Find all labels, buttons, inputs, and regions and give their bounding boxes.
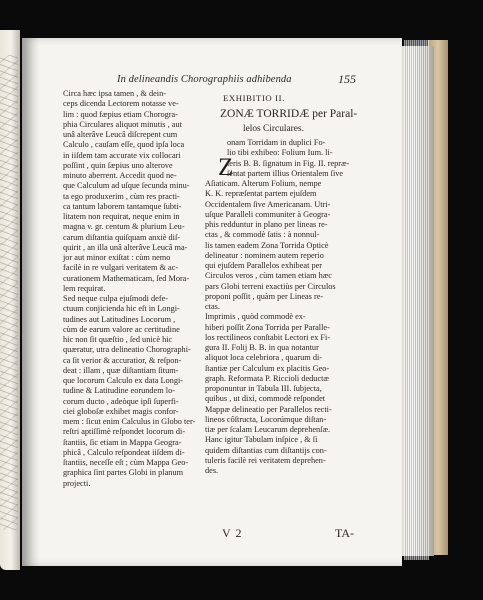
text-line: lem requirat. bbox=[63, 283, 106, 293]
text-line: proponi poſſit , quàm per Lineas re- bbox=[205, 291, 324, 301]
text-line: litatem non requirat, neque enim in bbox=[63, 212, 180, 221]
text-line: phicâ , Calculo reſpondeat iiſdem di- bbox=[63, 447, 185, 457]
text-line: Imprimis , quòd commodè ex- bbox=[205, 312, 306, 322]
text-line: ſtantiis, ſic etiam in Mappa Geogra- bbox=[63, 437, 182, 447]
right-text-column bbox=[205, 138, 355, 476]
text-line: reſtri aptiſſimè reſpondet locorum di- bbox=[63, 427, 186, 437]
text-line: graphica ſint partes Globi in planum bbox=[63, 468, 184, 478]
text-line: curationem Mathematicam, ſed Mora- bbox=[63, 273, 190, 283]
text-line: aliquot loca celebriora , quarum di- bbox=[205, 353, 323, 363]
drop-capital: Z bbox=[218, 154, 234, 181]
text-line: ciei globoſæ exhibet magis confor- bbox=[63, 406, 179, 416]
catchword: TA- bbox=[335, 526, 355, 540]
text-line: poſſint , quin ſæpius uno alterove bbox=[63, 160, 173, 170]
text-line: unâ alterâve Leucâ diſcrepent cum bbox=[63, 130, 178, 139]
text-line: ca ſit verior & accuratior, & reſpon- bbox=[63, 355, 182, 365]
text-line: phis redduntur in plano per lineas re- bbox=[205, 220, 328, 229]
text-line: jor aut minor exiſtat : cùm nemo bbox=[63, 253, 171, 262]
text-line: Circulos veros , cùm tamen etiam hæc bbox=[205, 271, 332, 281]
text-line: projecti. bbox=[63, 478, 91, 488]
text-line: que Calculum ad uſque ſecunda minu- bbox=[63, 181, 190, 191]
text-line: quidem diſtantias cum diſtantijs con- bbox=[205, 445, 327, 455]
text-line: mem : ſicut enim Calculus in Globo ter- bbox=[63, 417, 196, 426]
text-line: deat : illam , quæ diſtantiam ſitum- bbox=[63, 365, 179, 375]
page-number: 155 bbox=[338, 72, 356, 86]
text-line: ctas. bbox=[205, 302, 220, 311]
text-line: ca tantum laborem tantamque ſubti- bbox=[63, 201, 182, 211]
text-line: des. bbox=[205, 466, 219, 475]
left-text-column bbox=[63, 89, 213, 489]
text-line: onam Torridam in duplici Fo- bbox=[227, 138, 326, 147]
text-line: magna v. gr. centum & plurium Leu- bbox=[63, 222, 185, 232]
text-line: in iiſdem tam accurate vix collocari bbox=[63, 150, 181, 160]
text-line: Mappæ delineatio per Parallelos recti- bbox=[205, 404, 332, 414]
text-line: qui ejuſdem Parallelos exhibeat per bbox=[205, 261, 323, 270]
text-line: ctuum conjicienda hic eſt in Longi- bbox=[63, 304, 180, 314]
text-line: lineos côſtructa, Locorúmque diſtan- bbox=[205, 414, 327, 424]
text-line: graph. Reformata P. Riccioli deductæ bbox=[205, 373, 329, 383]
text-line: hiberi poſſit Zona Torrida per Paralle- bbox=[205, 322, 330, 332]
exhibitio-label: EXHIBITIO II. bbox=[223, 93, 285, 103]
text-line: delineatur : nominem autem reperio bbox=[205, 250, 324, 260]
text-line: quirit , an illa unâ alterâve Leucâ ma- bbox=[63, 242, 188, 252]
text-line: ſentat partem illius Orientalem ſive bbox=[227, 168, 344, 178]
section-subheading: lelos Circulares. bbox=[243, 124, 304, 134]
text-line: Circa hæc ipsa tamen , & dein- bbox=[63, 89, 166, 98]
text-line: quibus , ut dixi, commodè reſpondet bbox=[205, 394, 326, 404]
text-line: Sed neque culpa ejuſmodi defe- bbox=[63, 294, 169, 303]
facing-page-map-fragment bbox=[0, 55, 18, 530]
text-line: tudines aut Latitudines Locorum , bbox=[63, 314, 176, 324]
text-line: Occidentalem ſive Americanam. Utri- bbox=[205, 199, 331, 209]
text-line: Hanc igitur Tabulam inſpice , & ſi bbox=[205, 435, 318, 445]
section-heading: ZONÆ TORRIDÆ per Paral- bbox=[220, 108, 358, 120]
text-line: cùm de earum valore ac certitudine bbox=[63, 324, 180, 334]
text-line: ſtantiis, neceſſe eſt ; cùm Mappa Geo- bbox=[63, 458, 189, 467]
text-line: pars Globi terreni exactiùs per Circulos bbox=[205, 281, 336, 291]
text-line: proponuntur in Tabula III. ſubjecta, bbox=[205, 384, 322, 393]
text-line: gura II. Folij B. B. in qua notantur bbox=[205, 343, 319, 352]
text-line: carum diſtantia quiſquam anxiè diſ- bbox=[63, 232, 181, 242]
text-line: lim : quod fæpius etiam Chorogra- bbox=[63, 109, 178, 119]
text-line: phia Circulares aliquot minutis , aut bbox=[63, 119, 182, 129]
text-line: los rectilineos conſtabit Lectori ex Fi- bbox=[205, 332, 331, 342]
text-line: Aſiaticam. Alterum Folium, nempe bbox=[205, 179, 322, 188]
text-line: tiæ per ſcalam Leucarum deprehenſæ. bbox=[205, 425, 331, 434]
running-head: In delineandis Chorographiis adhibenda bbox=[117, 74, 292, 85]
book-page bbox=[22, 38, 402, 566]
text-line: hic non ſit quæſtio , ſed unicè hic bbox=[63, 335, 173, 344]
text-line: corum ducto , adeòque ipſi ſuperfi- bbox=[63, 396, 179, 406]
text-line: Calculo , cauſam eſſe, quod ipſa loca bbox=[63, 140, 185, 150]
text-line: tuleris facilè rei veritatem deprehen- bbox=[205, 455, 326, 465]
text-line: uſque Paralleli communiter à Geogra- bbox=[205, 209, 331, 219]
text-line: que locorum Calculo ex data Longi- bbox=[63, 376, 184, 385]
text-line: facilè in re vulgari veritatem & ac- bbox=[63, 263, 179, 273]
text-line: minuto aberrent. Accedit quod ne- bbox=[63, 171, 177, 180]
text-line: ceps dicenda Lectorem notasse ve- bbox=[63, 99, 179, 109]
text-line: ſtantiæ per Calculum ex placitis Geo- bbox=[205, 363, 330, 373]
text-line: quæratur, utra delineatio Chorographi- bbox=[63, 345, 191, 355]
text-line: lio tibi exhibeo: Folium Ium. li- bbox=[227, 148, 333, 158]
signature-mark: V 2 bbox=[222, 526, 243, 540]
text-line: ctas , & commodè ſatis : à nonnul- bbox=[205, 230, 320, 240]
text-line: lis tamen eadem Zona Torrida Opticè bbox=[205, 240, 329, 250]
text-line: K. K. repræſentat partem ejuſdem bbox=[205, 189, 317, 199]
text-line: tudine & Latitudine eorundem lo- bbox=[63, 386, 175, 396]
page-gutter-shadow bbox=[22, 38, 40, 566]
text-line: teris B. B. ſignatum in Fig. II. repræ- bbox=[227, 158, 350, 168]
page-block-lines bbox=[404, 40, 429, 560]
text-line: ta ego produxerim , cùm res practi- bbox=[63, 191, 180, 201]
